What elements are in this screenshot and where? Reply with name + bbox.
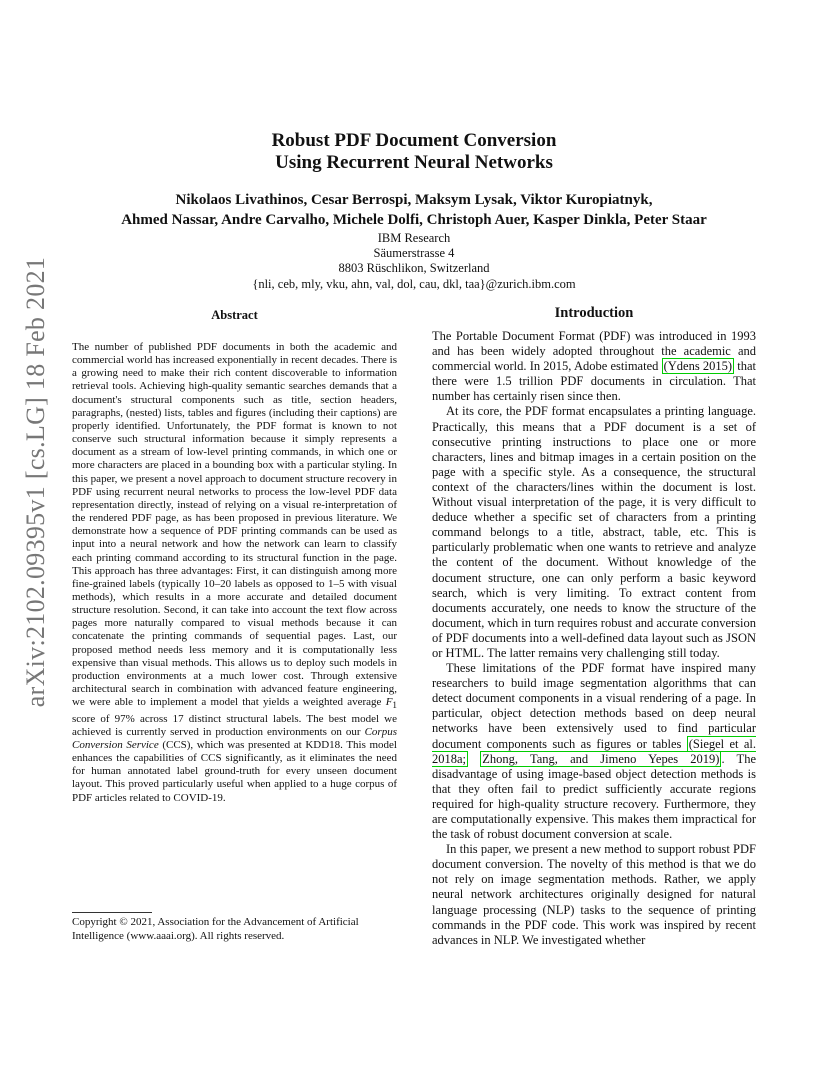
affiliation-org: IBM Research bbox=[377, 231, 451, 245]
intro-paragraph-1 bbox=[432, 329, 756, 404]
abstract-heading: Abstract bbox=[211, 308, 258, 322]
title-line-2: Using Recurrent Neural Networks bbox=[275, 152, 553, 173]
intro-p3-text-b: . The disadvantage of using image-based object detection methods is that they often fail to predict sufficiently accurate regions required for high-quality structure recovery. Furthermore, they are computationally expensive. This makes them impractical for the task of robust document conversion at scale. bbox=[432, 751, 756, 842]
right-column bbox=[432, 305, 756, 948]
abstract-text-part-1: The number of published PDF documents in both the academic and commercial world has increased exponentially in recent decades. There is a growing need to make their rich content discoverable to information retrieval tools. Achieving high-quality semantic searches demands that a document's structural components such as title, section headers, paragraphs, (nested) lists, tables and figures (including their captions) are properly identified. Unfortunately, the PDF format is known to not conserve such structural information because it simply represents a document as a stream of low-level printing commands, in which one or more characters are placed in a bounding box with a particular styling. In this paper, we present a novel approach to document structure recovery in PDF using recurrent neural networks to process the low-level PDF data representation directly, instead of relying on a visual re-interpretation of the rendered PDF page, as has been proposed in previous literature. We demonstrate how a sequence of PDF printing commands can be used as input into a neural network and how the network can learn to classify each printing command according to its structural function in the page. This approach has three advantages: First, it can distinguish among more fine-grained labels (typically 10–20 labels as opposed to 1–5 with visual methods), which results in a more accurate and detailed document structure resolution. Second, it can take into account the text flow across pages more naturally compared to visual methods because it can concatenate the printing commands of sequential pages. Last, our proposed method needs less memory and it is computationally less expensive than visual methods. This allows us to deploy such models in production environments at a much lower cost. Through extensive architectural search in combination with advanced feature engineering, we were able to implement a model that yields a weighted average bbox=[72, 341, 397, 709]
intro-p3-text-a: These limitations of the PDF format have inspired many researchers to build image segmentation algorithms that can detect document components in a visual rendering of a page. In particular, object detection methods based on deep neural networks have been extensively used to find particular document components such as figures or tables bbox=[432, 661, 756, 751]
f1-subscript: 1 bbox=[392, 700, 397, 711]
paper-title bbox=[0, 130, 828, 174]
intro-p1-text-a: The Portable Document Format (PDF) was introduced in 1993 and has been widely adopted throughout the academic and commercial world. In 2015, Adobe estimated bbox=[432, 329, 756, 374]
abstract-text-part-2: score of 97% across 17 distinct structural labels. The best model we achieved is currently served in production environments on our bbox=[72, 712, 397, 738]
title-line-1: Robust PDF Document Conversion bbox=[271, 130, 557, 151]
left-column bbox=[72, 308, 397, 805]
authors-line-1: Nikolaos Livathinos, Cesar Berrospi, Maksym Lysak, Viktor Kuropiatnyk, bbox=[175, 192, 653, 208]
affiliation-street: Säumerstrasse 4 bbox=[373, 246, 455, 261]
affiliation-emails: {nli, ceb, mly, vku, ahn, val, dol, cau, dkl, taa}@zurich.ibm.com bbox=[252, 276, 576, 291]
intro-p1-text-b: that there were 1.5 trillion PDF documents in circulation. That number has certainly risen since then. bbox=[432, 359, 756, 404]
arxiv-id-label: arXiv:2102.09395v1 [cs.LG] 18 Feb 2021 bbox=[21, 256, 50, 708]
citation-link-ydens[interactable]: (Ydens 2015) bbox=[663, 359, 733, 374]
introduction-heading: Introduction bbox=[554, 305, 634, 321]
affiliation-block bbox=[0, 231, 828, 292]
authors-line-2: Ahmed Nassar, Andre Carvalho, Michele Dolfi, Christoph Auer, Kasper Dinkla, Peter Staar bbox=[121, 212, 707, 228]
affiliation-city: 8803 Rüschlikon, Switzerland bbox=[338, 261, 490, 276]
intro-paragraph-3 bbox=[432, 661, 756, 842]
abstract-text bbox=[72, 341, 397, 805]
footnote-rule bbox=[72, 912, 152, 913]
intro-paragraph-4: In this paper, we present a new method to support robust PDF document conversion. The novelty of this method is that we do not rely on image segmentation methods. Rather, we apply neural network architectures originally designed for natural language processing (NLP) tasks to the sequence of printing commands in the PDF code. This work was inspired by recent advances in NLP. We investigated whether bbox=[432, 842, 756, 947]
ccs-name: Corpus Conversion Service bbox=[72, 725, 397, 751]
citation-link-siegel[interactable]: (Siegel et al. 2018a; bbox=[432, 736, 756, 766]
author-list bbox=[0, 190, 828, 230]
f1-symbol: F bbox=[385, 696, 393, 709]
copyright-footnote bbox=[72, 912, 402, 943]
intro-paragraph-2: At its core, the PDF format encapsulates a printing language. Practically, this means that a PDF document is a set of consecutive printing instructions to place one or more characters, lines and bitmap images in a certain position on the page with a specific style. As a consequence, the structural context of the characters/lines within the document is lost. Without visual interpretation of the page, it is very difficult to deduce whether a specific set of characters from a printing command belongs to a title, abstract, table, etc. This is particularly problematic when one wants to retrieve and analyze the content of the document. Without knowledge of the document structure, one can only perform a basic keyword search, which is very limiting. To extract content from documents accurately, one needs to know the structure of the document, which in turn requires robust and accurate conversion of PDF documents into a well-defined data layout such as JSON or HTML. The latter remains very challenging still today. bbox=[432, 404, 756, 660]
footnote-line-1: Copyright © 2021, Association for the Advancement of Artificial bbox=[72, 916, 359, 928]
arxiv-sidebar-stamp bbox=[16, 256, 56, 708]
footnote-line-2: Intelligence (www.aaai.org). All rights reserved. bbox=[72, 929, 285, 942]
abstract-text-part-3: (CCS), which was presented at KDD18. This model enhances the capabilities of CCS significantly, as it eliminates the need for human annotated label ground-truth for every unseen document layout. This proved particularly useful when applied to a huge corpus of PDF articles related to COVID-19. bbox=[72, 738, 397, 804]
citation-link-zhong[interactable]: Zhong, Tang, and Jimeno Yepes 2019) bbox=[482, 751, 720, 766]
